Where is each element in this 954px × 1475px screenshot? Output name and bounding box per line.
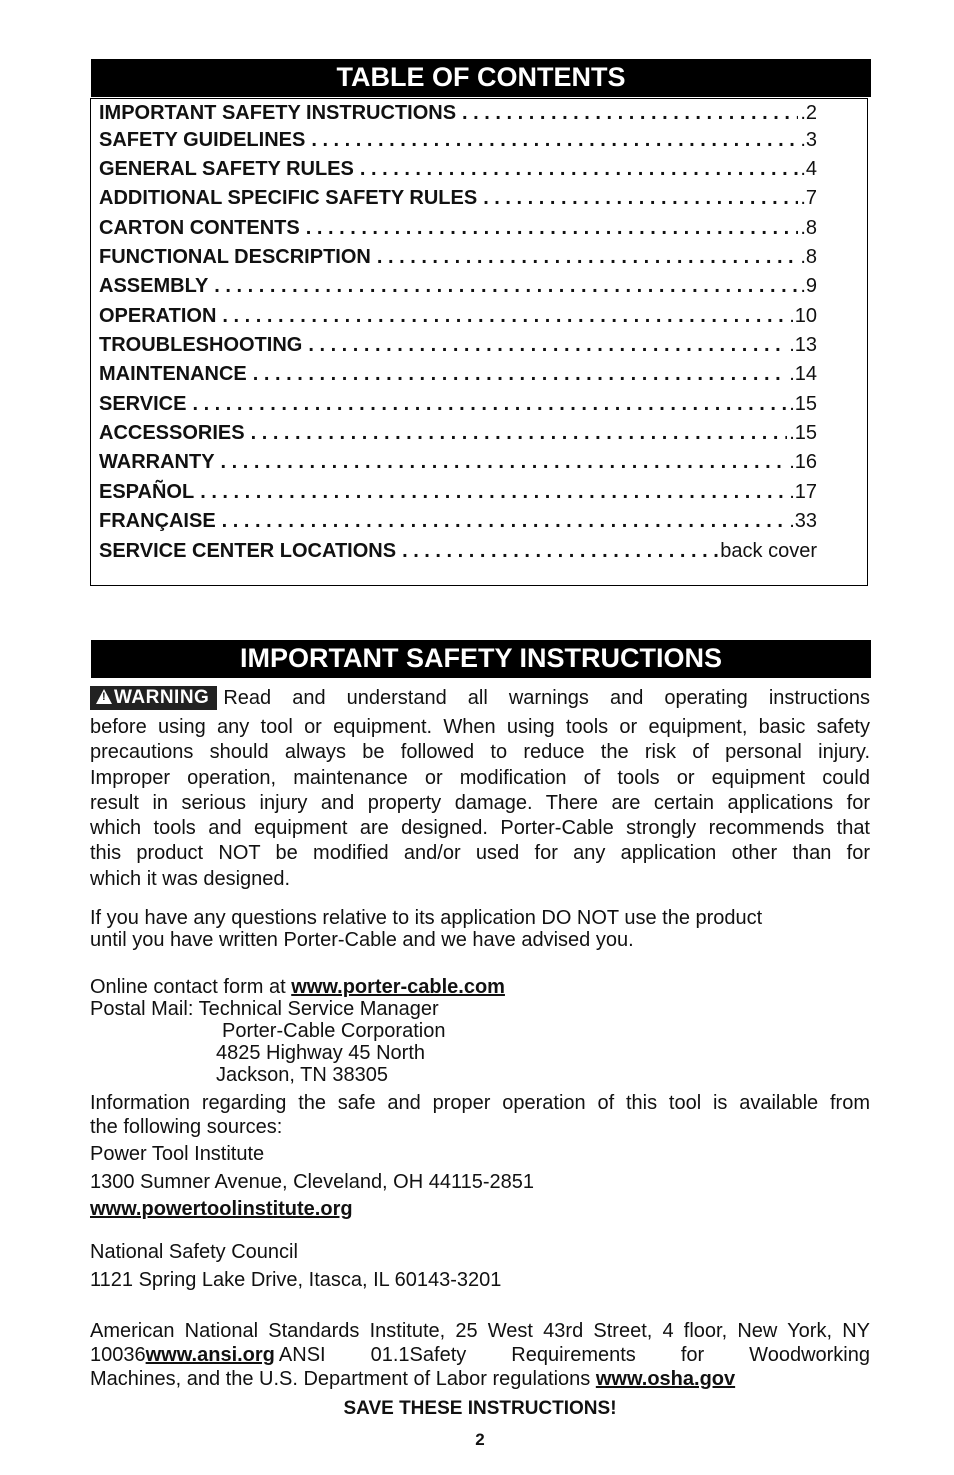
postal-line-1: Postal Mail: Technical Service Manager (90, 998, 439, 1020)
online-prefix: Online contact form at (90, 976, 292, 998)
toc-item[interactable] (99, 217, 817, 243)
toc-item-label: ACCESSORIES (99, 422, 245, 444)
toc-item-page: .3 (800, 129, 817, 151)
pti-link[interactable]: www.powertoolinstitute.org (90, 1198, 353, 1220)
ansi-line-1: American National Standards Institute, 25 West 43rd Street, 4 floor, New York, NY (90, 1320, 870, 1342)
warning-line: this product NOT be modified and/or used for any application other than for (90, 842, 870, 864)
toc-item[interactable] (99, 481, 817, 507)
toc-leader-dots (253, 363, 787, 386)
nsc-name: National Safety Council (90, 1241, 298, 1263)
toc-item[interactable] (99, 275, 817, 301)
safety-title: IMPORTANT SAFETY INSTRUCTIONS (91, 640, 871, 678)
toc-leader-dots (360, 158, 798, 181)
postal-line-2: Porter-Cable Corporation (222, 1020, 446, 1042)
ansi-line-2 (90, 1343, 870, 1367)
toc-item[interactable] (99, 305, 817, 331)
postal-line-4: Jackson, TN 38305 (216, 1064, 388, 1086)
toc-item-page: .15 (789, 393, 817, 415)
toc-leader-dots (308, 334, 787, 357)
toc-leader-dots (306, 217, 799, 240)
warning-label: WARNING (114, 687, 210, 708)
toc-leader-dots (222, 305, 787, 328)
toc-item-page: .9 (800, 275, 817, 297)
toc-item-page: .17 (789, 481, 817, 503)
warning-last-line: which it was designed. (90, 868, 291, 890)
warning-line: result in serious injury and property damage. There are certain applications for (90, 792, 870, 814)
toc-item-page: .8 (800, 246, 817, 268)
ansi-rest: ANSI 01.1Safety Requirements for Woodworking (278, 1344, 870, 1366)
postal-line-3: 4825 Highway 45 North (216, 1042, 426, 1064)
toc-title: TABLE OF CONTENTS (91, 59, 871, 97)
toc-item-label: SAFETY GUIDELINES (99, 129, 306, 151)
toc-item[interactable] (99, 334, 817, 360)
toc-leader-dots (377, 246, 798, 269)
toc-item-page: .16 (789, 451, 817, 473)
toc-leader-dots (221, 451, 788, 474)
pti-url-line (90, 1197, 870, 1222)
toc-item-page: .8 (800, 217, 817, 239)
info-line-1: Information regarding the safe and proper operation of this tool is available from (90, 1092, 870, 1114)
toc-item-label: SERVICE CENTER LOCATIONS (99, 540, 397, 562)
warning-line: before using any tool or equipment. When using tools or equipment, basic safety (90, 716, 870, 738)
pti-name: Power Tool Institute (90, 1143, 265, 1165)
info-line-2: the following sources: (90, 1116, 283, 1138)
save-instructions: SAVE THESE INSTRUCTIONS! (343, 1398, 617, 1419)
toc-item-page: .33 (789, 510, 817, 532)
toc-item[interactable] (99, 510, 817, 536)
toc-item[interactable] (99, 540, 817, 566)
toc-item[interactable] (99, 363, 817, 389)
toc-item-label: FRANÇAISE (99, 510, 216, 532)
toc-item[interactable] (99, 422, 817, 448)
questions-line-1: If you have any questions relative to its application DO NOT use the product (90, 907, 763, 929)
toc-item[interactable] (99, 451, 817, 477)
toc-item-label: IMPORTANT SAFETY INSTRUCTIONS (99, 102, 457, 124)
toc-leader-dots (200, 481, 787, 504)
toc-item[interactable] (99, 187, 817, 213)
warning-triangle-icon (96, 689, 112, 704)
toc-leader-dots (214, 275, 798, 298)
toc-item-label: ASSEMBLY (99, 275, 209, 297)
toc-item-page: .14 (789, 363, 817, 385)
toc-item-label: ESPAÑOL (99, 481, 195, 503)
toc-item[interactable] (99, 393, 817, 419)
nsc-address: 1121 Spring Lake Drive, Itasca, IL 60143-3201 (90, 1269, 502, 1291)
page-number: 2 (475, 1430, 485, 1449)
toc-leader-dots (192, 393, 787, 416)
ansi-line-3-text: Machines, and the U.S. Department of Labor regulations (90, 1368, 596, 1390)
toc-item-label: CARTON CONTENTS (99, 217, 300, 239)
toc-item-label: MAINTENANCE (99, 363, 247, 385)
toc-item-page: .15 (789, 422, 817, 444)
toc-item-page: back cover (720, 540, 817, 562)
warning-line: which tools and equipment are designed. Porter-Cable strongly recommends that (90, 817, 870, 839)
warning-text: Read and understand all warnings and operating instructions (223, 687, 870, 709)
toc-item-label: SERVICE (99, 393, 187, 415)
porter-cable-link[interactable]: www.porter-cable.com (291, 976, 505, 998)
toc-item-label: WARRANTY (99, 451, 215, 473)
pti-address: 1300 Sumner Avenue, Cleveland, OH 44115-2851 (90, 1171, 535, 1193)
toc-item-page: .10 (789, 305, 817, 327)
toc-item-label: ADDITIONAL SPECIFIC SAFETY RULES (99, 187, 478, 209)
warning-badge (90, 686, 217, 710)
toc-item-page: .2 (800, 102, 817, 124)
toc-leader-dots (251, 422, 788, 445)
toc-leader-dots (483, 187, 798, 210)
toc-item[interactable] (99, 129, 817, 155)
toc-item[interactable] (99, 246, 817, 272)
toc-item-label: TROUBLESHOOTING (99, 334, 303, 356)
toc-item[interactable] (99, 158, 817, 184)
toc-leader-dots (311, 129, 798, 152)
toc-item[interactable] (99, 102, 817, 128)
ansi-link[interactable]: www.ansi.org (145, 1344, 275, 1366)
warning-first-line (90, 686, 870, 711)
ansi-line-3 (90, 1367, 870, 1391)
toc-leader-dots (462, 102, 798, 125)
ansi-zip: 10036 (90, 1344, 146, 1366)
toc-leader-dots (222, 510, 788, 533)
toc-item-label: FUNCTIONAL DESCRIPTION (99, 246, 371, 268)
toc-item-label: GENERAL SAFETY RULES (99, 158, 354, 180)
toc-item-page: .4 (800, 158, 817, 180)
toc-item-page: .13 (789, 334, 817, 356)
toc-item-label: OPERATION (99, 305, 217, 327)
toc-leader-dots (402, 540, 718, 563)
questions-line-2: until you have written Porter-Cable and we have advised you. (90, 929, 634, 951)
online-contact (90, 976, 870, 998)
toc-item-page: .7 (800, 187, 817, 209)
osha-link[interactable]: www.osha.gov (595, 1368, 736, 1390)
warning-line: Improper operation, maintenance or modification of tools or equipment could (90, 767, 870, 789)
toc-box (90, 98, 868, 586)
warning-line: precautions should always be followed to reduce the risk of personal injury. (90, 741, 870, 763)
